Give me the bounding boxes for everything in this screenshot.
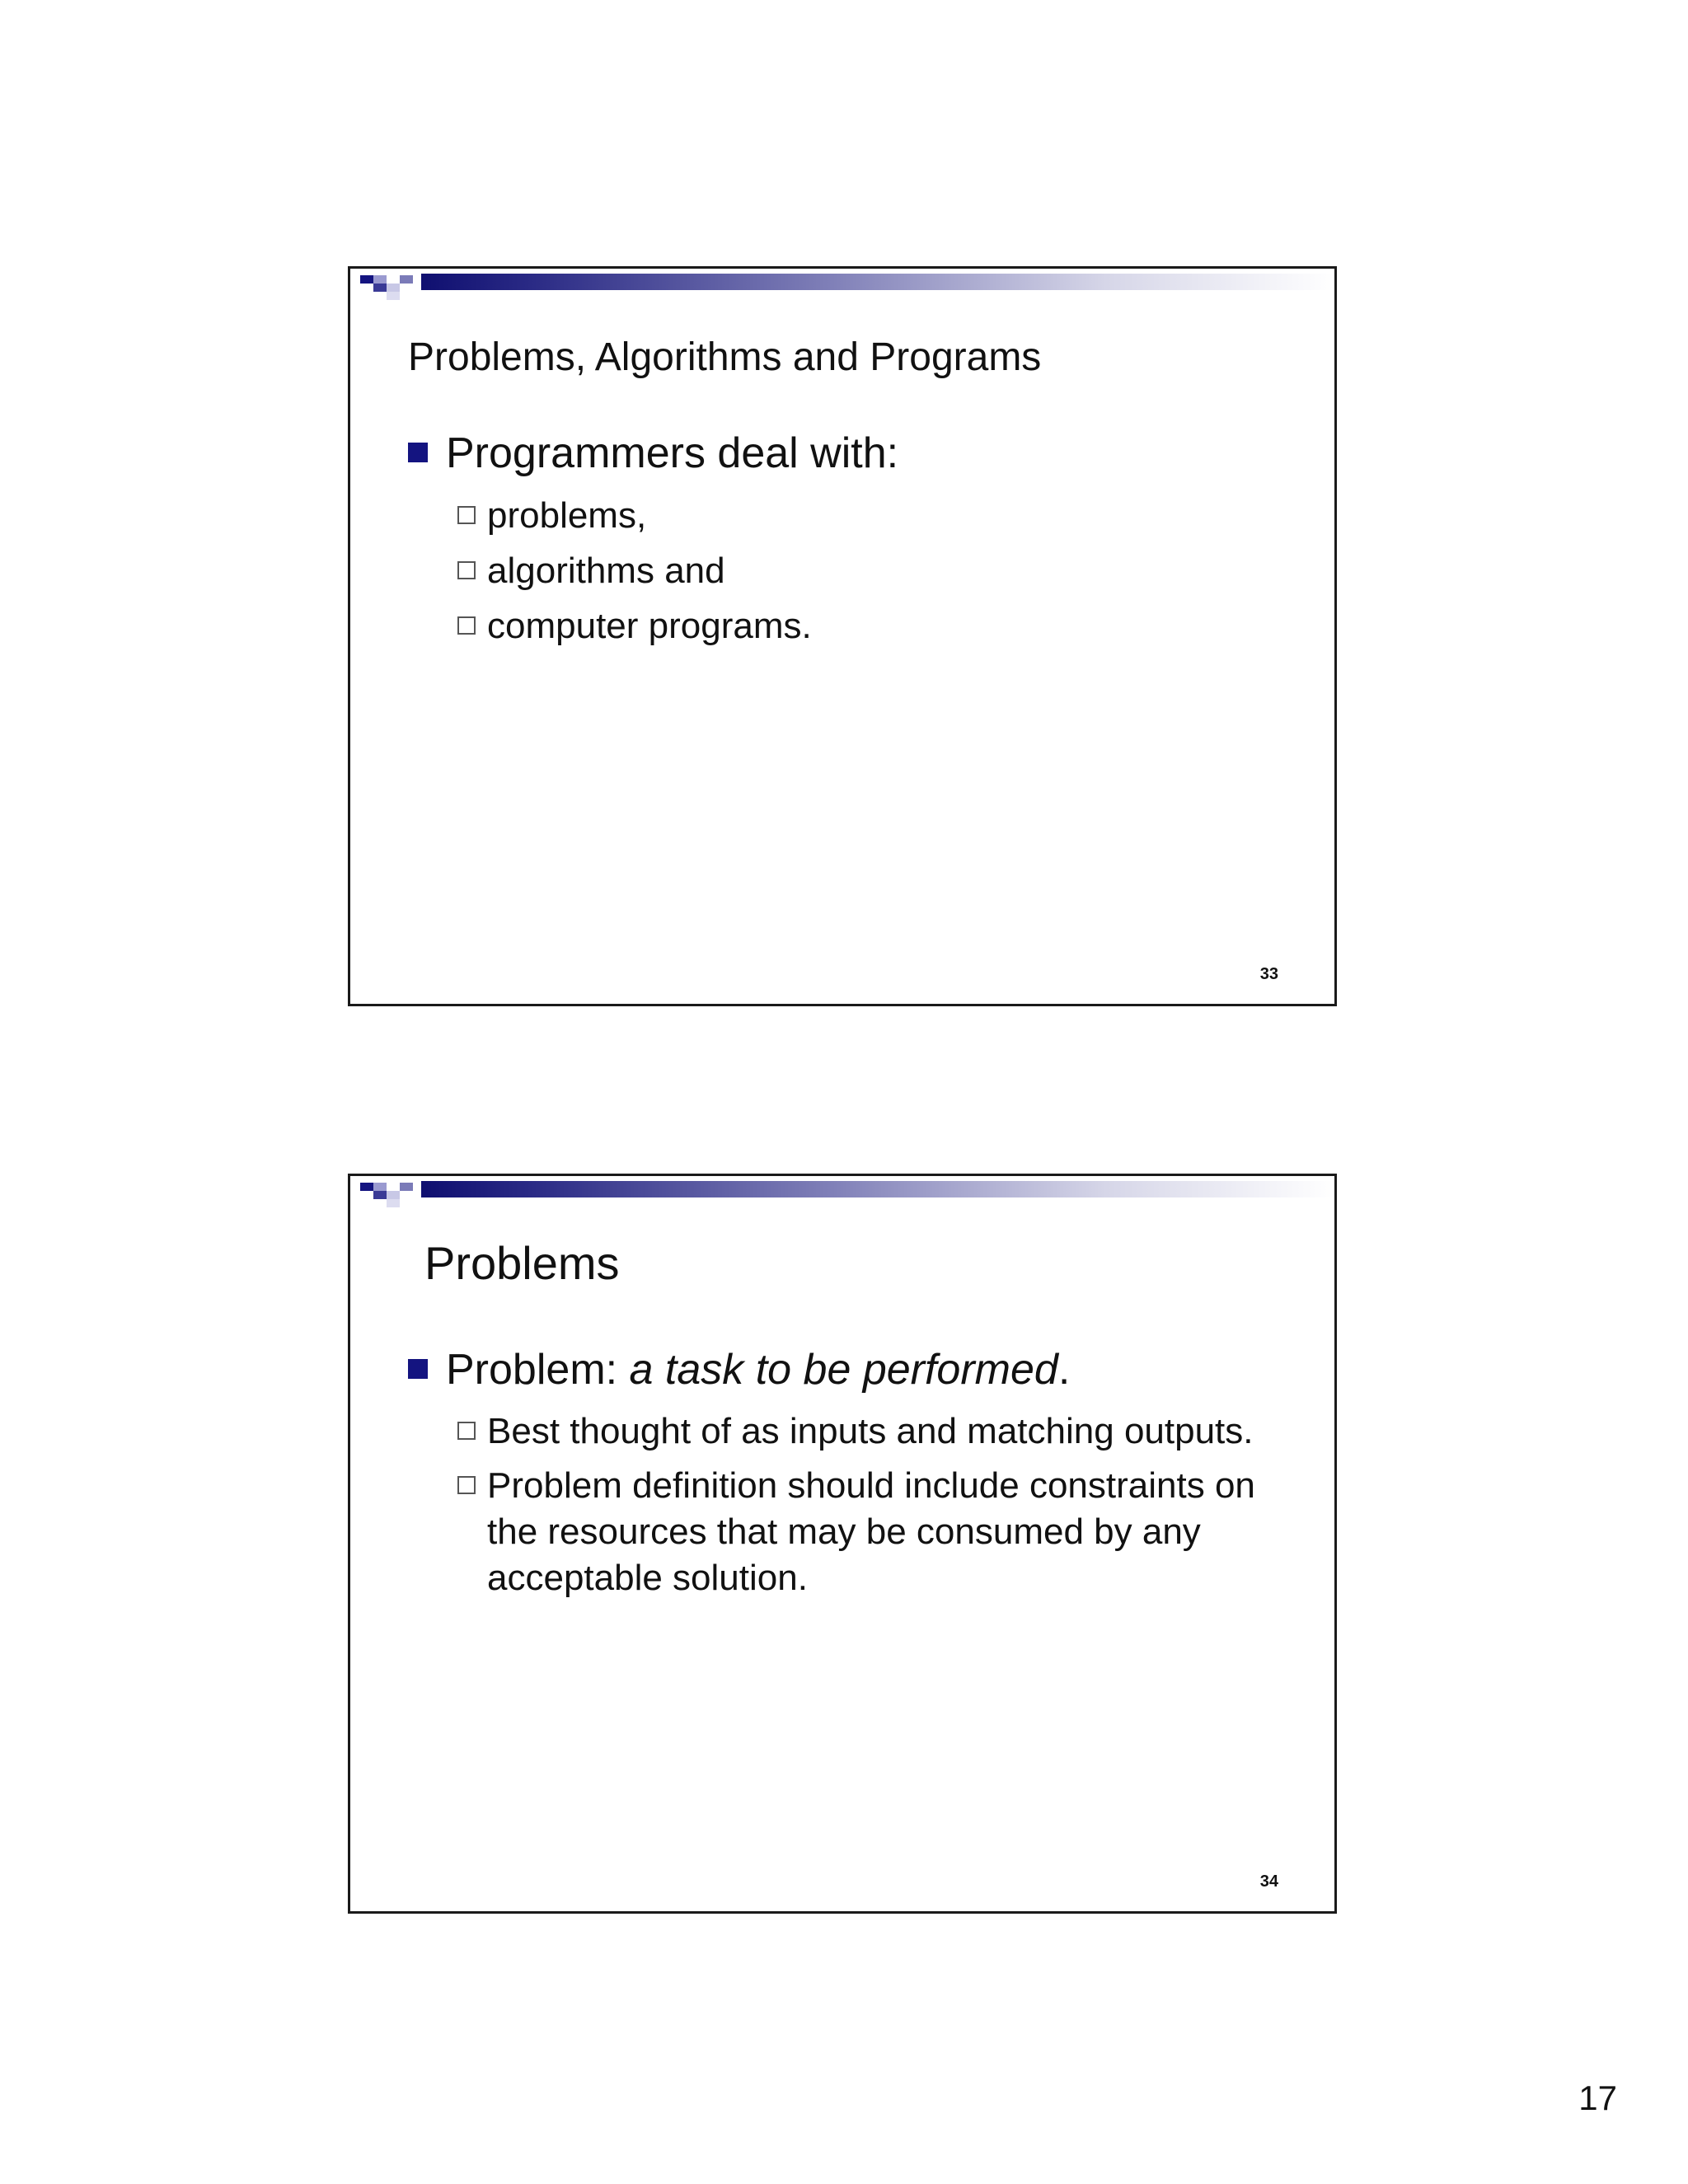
- bullet-text-italic: a task to be performed: [629, 1346, 1058, 1394]
- bullet-text-prefix: Problem:: [446, 1346, 630, 1394]
- sub-bullet-item: [457, 493, 1282, 539]
- checkbox-bullet-icon: [457, 616, 476, 635]
- sub-bullet-text: problems,: [487, 495, 647, 536]
- bullet-text-suffix: .: [1057, 1346, 1071, 1394]
- square-bullet-icon: [408, 443, 428, 462]
- title-decoration: [350, 1176, 1334, 1209]
- sub-bullet-text: algorithms and: [487, 551, 725, 591]
- checkbox-bullet-icon: [457, 1476, 476, 1494]
- checkbox-bullet-icon: [457, 1422, 476, 1440]
- sub-bullet-item: [457, 1463, 1282, 1601]
- sub-bullet-item: [457, 1408, 1282, 1455]
- checkbox-bullet-icon: [457, 561, 476, 579]
- checkbox-bullet-icon: [457, 506, 476, 524]
- sub-bullet-text: Problem definition should include constraints on the resources that may be consumed by any acceptable solution.: [487, 1465, 1255, 1598]
- sub-bullet-list: [457, 1408, 1282, 1610]
- title-decoration: [350, 269, 1334, 302]
- sub-bullet-text: Best thought of as inputs and matching outputs.: [487, 1411, 1254, 1451]
- square-bullet-icon: [408, 1359, 428, 1379]
- slide-number: 33: [1259, 965, 1278, 983]
- bullet-item: [408, 429, 898, 478]
- bullet-item: [408, 1345, 1070, 1394]
- page-number: 17: [1578, 2079, 1617, 2117]
- bullet-text: Programmers deal with:: [446, 429, 899, 477]
- slide-title: Problems, Algorithms and Programs: [408, 335, 1042, 379]
- slide-33: [348, 266, 1337, 1006]
- sub-bullet-item: [457, 548, 1282, 594]
- slide-34: [348, 1174, 1337, 1914]
- sub-bullet-text: computer programs.: [487, 606, 812, 646]
- slide-number: 34: [1259, 1872, 1278, 1891]
- sub-bullet-item: [457, 603, 1282, 649]
- slide-title: Problems: [424, 1237, 620, 1289]
- sub-bullet-list: [457, 493, 1282, 658]
